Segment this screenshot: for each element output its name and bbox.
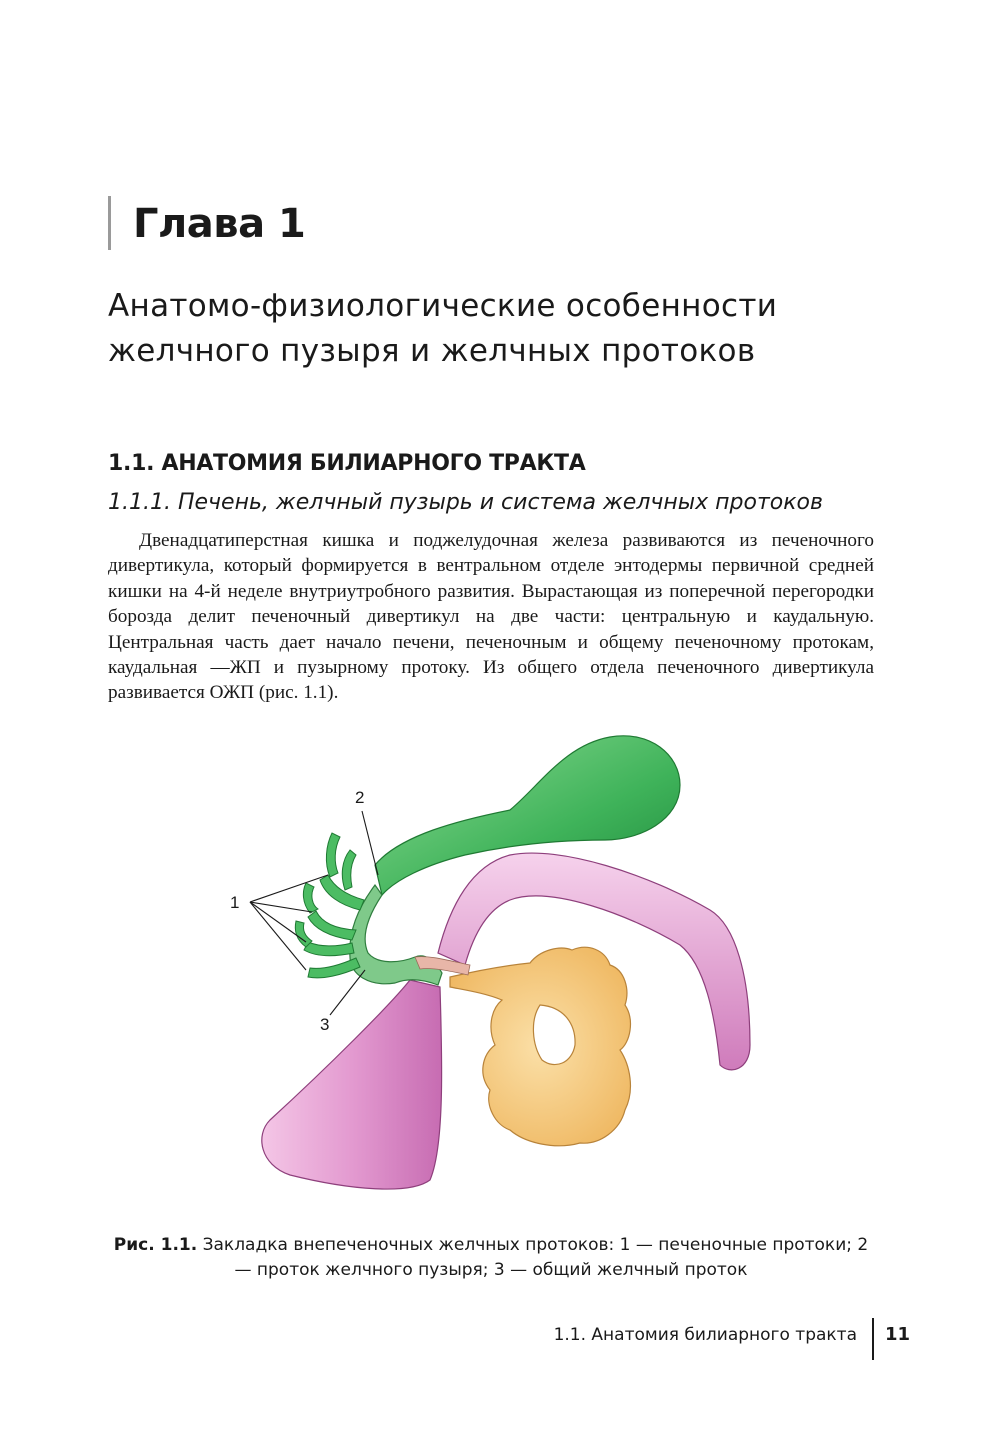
running-footer-title: 1.1. Анатомия билиарного тракта xyxy=(553,1325,857,1345)
chapter-subtitle xyxy=(108,284,908,374)
figure-caption-label: Рис. 1.1. xyxy=(113,1235,198,1255)
body-paragraph: Двенадцатиперстная кишка и поджелудочная железа развиваются из печеночного дивертикула, который формируется в вентральном отделе энтодермы первичной средней кишки на 4-й неделе внутриутробного развития. Вырастающая из поперечной перегородки борозда делит печеночный дивертикул на две части: центральную и каудальную. Центральная часть дает начало печени, печеночным и общему печеночному протокам, каудальная —ЖП и пузырному протоку. Из общего отдела печеночного дивертикула развивается ОЖП (рис. 1.1). xyxy=(108,530,874,704)
footer-divider xyxy=(872,1318,874,1360)
figure-caption xyxy=(108,1233,874,1283)
gut-lower-segment xyxy=(262,980,442,1189)
section-heading: 1.1. АНАТОМИЯ БИЛИАРНОГО ТРАКТА xyxy=(108,451,586,476)
page-number: 11 xyxy=(885,1324,911,1345)
anatomy-illustration xyxy=(210,725,770,1210)
figure-label-2: 2 xyxy=(355,788,365,807)
figure-caption-text: Закладка внепеченочных желчных протоков: 1 — печеночные протоки; 2 — проток желчного пузыря; 3 — общий желчный проток xyxy=(197,1235,869,1280)
anatomy-figure xyxy=(210,725,770,1210)
chapter-accent-bar xyxy=(108,196,111,250)
chapter-title: Глава 1 xyxy=(133,201,306,247)
chapter-subtitle-line-2: желчного пузыря и желчных протоков xyxy=(108,333,756,369)
chapter-subtitle-line-1: Анатомо-физиологические особенности xyxy=(108,288,778,324)
subsection-heading: 1.1.1. Печень, желчный пузырь и система желчных протоков xyxy=(108,490,823,515)
figure-label-3: 3 xyxy=(320,1015,330,1034)
figure-label-1: 1 xyxy=(230,893,240,912)
pancreas-bud xyxy=(450,947,630,1145)
